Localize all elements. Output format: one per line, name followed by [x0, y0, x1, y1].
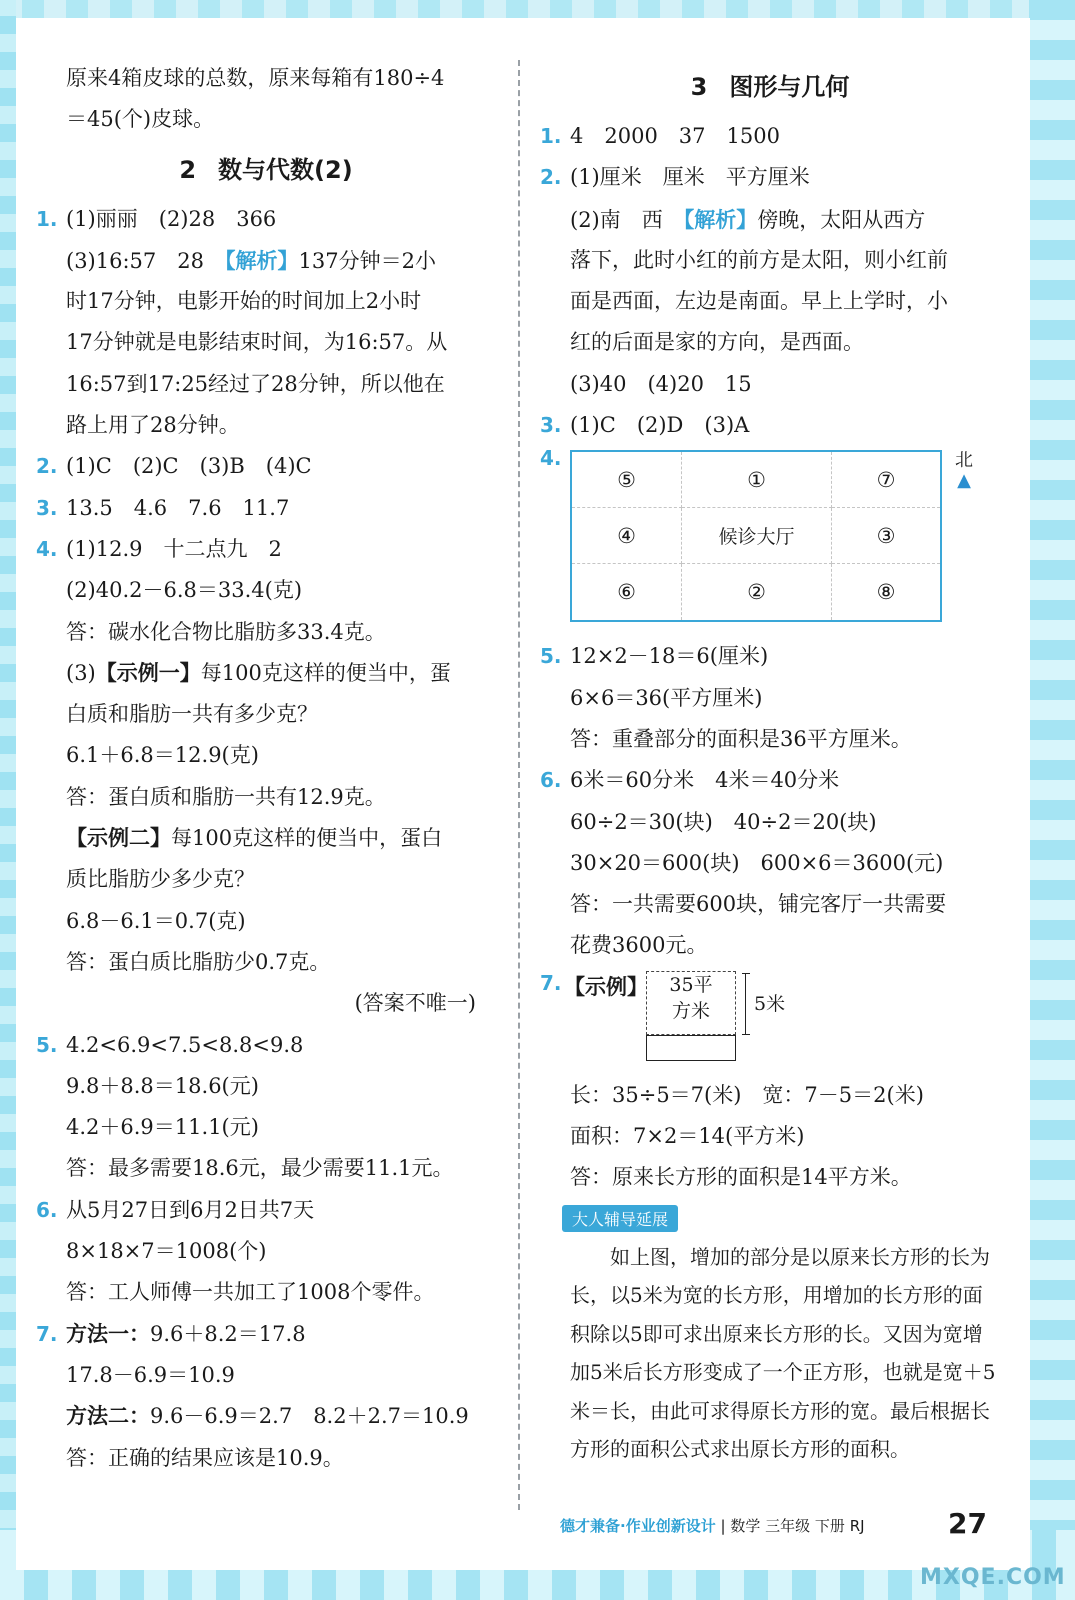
answer-line: 答：最多需要18.6元，最少需要11.1元。 — [66, 1156, 454, 1181]
intro-line: ＝45(个)皮球。 — [66, 107, 215, 132]
answer-line — [36, 1190, 496, 1231]
answer-text: (1)C (2)D (3)A — [570, 413, 750, 438]
answer-text: 每100克这样的便当中，蛋白 — [171, 826, 443, 851]
room-grid — [570, 450, 942, 622]
waiting-room-map — [540, 446, 1000, 636]
question-number: 3. — [540, 413, 562, 438]
question-number: 1. — [36, 206, 58, 231]
answer-note: (答案不唯一) — [354, 991, 476, 1016]
method-label: 方法二： — [66, 1404, 150, 1429]
grid-cell: ⑤ — [572, 452, 682, 508]
question-number: 3. — [36, 495, 58, 520]
answer-text: 4 2000 37 1500 — [570, 124, 780, 148]
answer-line: 时17分钟，电影开始的时间加上2小时 — [66, 289, 422, 314]
north-indicator — [954, 446, 974, 490]
answer-line — [36, 1314, 496, 1355]
answer-line — [36, 199, 496, 240]
answer-text: 6米＝60分米 4米＝40分米 — [570, 768, 840, 793]
figure-label: 方米 — [671, 999, 710, 1022]
answer-line — [540, 157, 1000, 198]
answer-line: 路上用了28分钟。 — [66, 413, 240, 438]
grid-cell: ① — [682, 452, 832, 508]
question-number: 7. — [36, 1321, 58, 1346]
answer-line — [36, 529, 496, 570]
answer-text: (3) — [66, 660, 96, 685]
answer-text: 12×2－18＝6(厘米) — [570, 644, 769, 669]
answer-line: 17分钟就是电影结束时间，为16:57。从 — [66, 330, 448, 355]
answer-line — [540, 405, 1000, 446]
answer-line: 17.8－6.9＝10.9 — [66, 1362, 235, 1387]
answer-line: (2)40.2－6.8＝33.4(克) — [66, 578, 303, 603]
analysis-tag: 【解析】 — [225, 247, 299, 273]
example-tag: 【示例一】 — [95, 660, 201, 685]
page-number: 27 — [948, 1507, 987, 1540]
intro-line: 原来4箱皮球的总数，原来每箱有180÷4 — [66, 66, 445, 90]
analysis-tag: 【解析】 — [683, 206, 758, 232]
original-rectangle — [646, 1035, 736, 1061]
question-number: 2. — [36, 454, 58, 479]
answer-line: 6×6＝36(平方厘米) — [570, 685, 763, 710]
section-number: 2 — [179, 155, 197, 184]
watermark: MXQE.COM — [920, 1565, 1066, 1590]
question-number: 4. — [540, 446, 562, 471]
grid-cell: ⑥ — [572, 564, 682, 620]
figure-side-label: 5米 — [754, 992, 786, 1015]
right-border — [1029, 0, 1075, 1600]
answer-line: 答：原来长方形的面积是14平方米。 — [570, 1165, 912, 1190]
grid-cell: ② — [682, 564, 832, 620]
answer-line: 60÷2＝30(块) 40÷2＝20(块) — [570, 809, 877, 834]
answer-line: 质比脂肪少多少克？ — [66, 867, 255, 892]
answer-line — [540, 116, 1000, 157]
answer-line: 红的后面是家的方向，是西面。 — [570, 330, 864, 355]
answer-line: 6.8－6.1＝0.7(克) — [66, 908, 246, 933]
answer-text: (3)16:57 28 — [66, 248, 225, 273]
answer-text: 13.5 4.6 7.6 11.7 — [66, 495, 290, 520]
answer-line: 答：蛋白质比脂肪少0.7克。 — [66, 949, 331, 974]
north-arrow-icon: ▲ — [957, 470, 971, 492]
answer-line: 白质和脂肪一共有多少克？ — [66, 702, 318, 727]
answer-line — [540, 760, 1000, 801]
grid-cell: ④ — [572, 508, 682, 564]
answer-line — [540, 199, 1000, 240]
question-number: 6. — [36, 1197, 58, 1222]
method-label: 方法一： — [66, 1321, 150, 1346]
grid-cell: ③ — [832, 508, 940, 564]
answer-line — [36, 240, 496, 281]
answer-line — [36, 1396, 496, 1437]
answer-line — [36, 446, 496, 487]
answer-line: 9.8＋8.8＝18.6(元) — [66, 1073, 259, 1098]
grid-cell-hall: 候诊大厅 — [682, 508, 832, 564]
answer-text: 9.6－6.9＝2.7 8.2＋2.7＝10.9 — [150, 1404, 469, 1429]
answer-text: 9.6＋8.2＝17.8 — [150, 1321, 306, 1346]
section-number: 3 — [690, 73, 708, 101]
question-number: 2. — [540, 165, 562, 190]
answer-line — [36, 1025, 496, 1066]
footer-edition: RJ — [849, 1517, 865, 1535]
extension-badge: 大人辅导延展 — [562, 1205, 678, 1232]
answer-line: 花费3600元。 — [570, 933, 708, 958]
right-column — [540, 58, 1000, 1469]
left-border — [0, 0, 16, 1600]
question-number: 5. — [36, 1032, 58, 1057]
answer-text: 4.2<6.9<7.5<8.8<9.8 — [66, 1032, 304, 1057]
answer-text: (2)南 西 — [570, 207, 684, 232]
answer-text: 每100克这样的便当中，蛋 — [200, 660, 451, 685]
answer-line: 30×20＝600(块) 600×6＝3600(元) — [570, 850, 944, 875]
answer-line: 答：蛋白质和脂肪一共有12.9克。 — [66, 784, 386, 809]
rectangle-figure — [540, 967, 1000, 1075]
answer-line — [36, 818, 496, 859]
question-number: 6. — [540, 768, 562, 793]
added-area-box — [646, 971, 736, 1035]
section-name: 数与代数(2) — [218, 155, 353, 184]
answer-text: (1)丽丽 (2)28 366 — [66, 206, 277, 231]
answer-line: (3)40 (4)20 15 — [570, 371, 752, 396]
footer-subject: 数学 — [730, 1517, 761, 1535]
footer: 德才兼备·作业创新设计 | 数学 三年级 下册 RJ — [560, 1517, 865, 1535]
answer-line: 4.2＋6.9＝11.1(元) — [66, 1115, 259, 1140]
example-tag: 【示例二】 — [66, 826, 171, 851]
footer-volume: 下册 — [814, 1517, 845, 1535]
grid-cell: ⑧ — [876, 580, 896, 605]
answer-text: (1)厘米 厘米 平方厘米 — [570, 165, 810, 190]
answer-text: 137分钟＝2小 — [298, 248, 436, 273]
question-number: 5. — [540, 644, 562, 669]
answer-line: 面是西面，左边是南面。早上上学时，小 — [570, 289, 948, 314]
grid-cell: ⑦ — [832, 452, 940, 508]
question-number: 7. — [540, 970, 562, 995]
dimension-bracket — [742, 973, 750, 1035]
answer-line: 落下，此时小红的前方是太阳，则小红前 — [570, 247, 948, 272]
answer-line: 答：工人师傅一共加工了1008个零件。 — [66, 1280, 435, 1305]
answer-line: 6.1＋6.8＝12.9(克) — [66, 743, 259, 768]
answer-text: 从5月27日到6月2日共7天 — [66, 1197, 315, 1222]
column-divider — [518, 60, 520, 1510]
answer-line: 答：碳水化合物比脂肪多33.4克。 — [66, 619, 386, 644]
left-column — [36, 58, 496, 1479]
north-label: 北 — [955, 450, 973, 472]
footer-brand: 德才兼备·作业创新设计 — [560, 1517, 716, 1535]
answer-line: 答：正确的结果应该是10.9。 — [66, 1445, 344, 1470]
answer-line: 答：重叠部分的面积是36平方厘米。 — [570, 726, 912, 751]
answer-line: 答：一共需要600块，铺完客厅一共需要 — [570, 892, 947, 917]
extension-paragraph: 如上图，增加的部分是以原来长方形的长为长，以5米为宽的长方形，用增加的长方形的面积除以5即可求出原来长方形的长。又因为宽增加5米后长方形变成了一个正方形，也就是宽＋5米＝长，由此可求得原长方形的宽。最后根据长方形的面积公式求出原长方形的面积。 — [570, 1244, 996, 1462]
answer-line — [36, 488, 496, 529]
answer-line: 长：35÷5＝7(米) 宽：7－5＝2(米) — [570, 1082, 924, 1107]
answer-line — [36, 653, 496, 694]
footer-grade: 三年级 — [765, 1517, 811, 1535]
section-name: 图形与几何 — [729, 73, 850, 101]
example-tag: 【示例】 — [564, 974, 648, 999]
answer-text: (1)12.9 十二点九 2 — [66, 536, 282, 561]
question-number: 4. — [36, 536, 58, 561]
answer-line: 16:57到17:25经过了28分钟，所以他在 — [66, 371, 445, 396]
question-number: 1. — [540, 124, 562, 148]
answer-line: 面积：7×2＝14(平方米) — [570, 1124, 805, 1149]
answer-text: (1)C (2)C (3)B (4)C — [66, 454, 312, 479]
answer-line — [540, 636, 1000, 677]
figure-label: 35平 — [669, 973, 713, 996]
answer-line: 8×18×7＝1008(个) — [66, 1239, 267, 1264]
section-title — [36, 141, 496, 199]
section-title — [540, 58, 1000, 116]
answer-text: 傍晚，太阳从西方 — [757, 207, 926, 232]
